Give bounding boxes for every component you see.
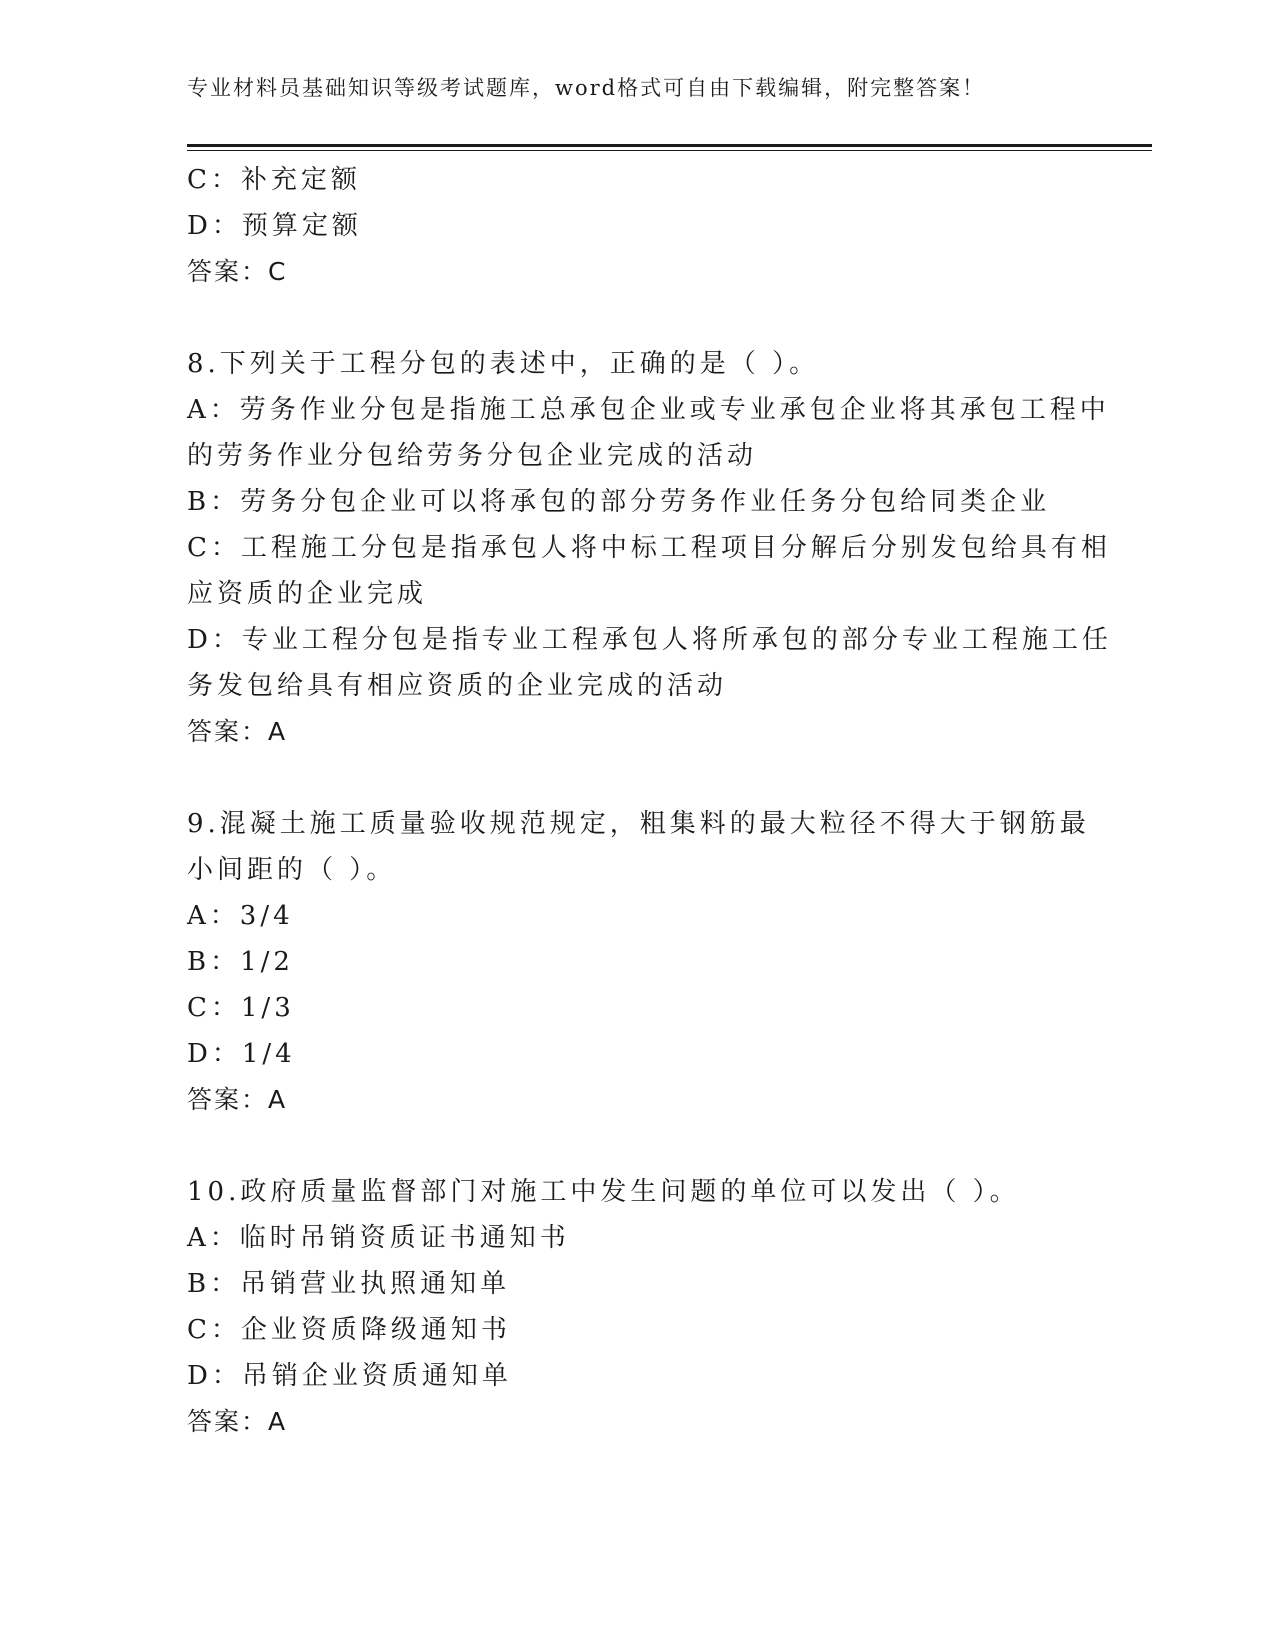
question-9 (187, 801, 1090, 1123)
header-rule-thick (187, 144, 1152, 147)
option-line: D：吊销企业资质通知单 (187, 1361, 512, 1391)
answer-line: 答案：A (187, 717, 288, 746)
option-line: C：1/3 (187, 993, 295, 1023)
question-content (187, 157, 1112, 1445)
option-line: B：1/2 (187, 947, 294, 977)
option-line: 应资质的企业完成 (187, 579, 428, 609)
question-stem: 8.下列关于工程分包的表述中，正确的是（ ）。 (187, 349, 820, 379)
option-line: B：吊销营业执照通知单 (187, 1269, 511, 1299)
answer-line: 答案：A (187, 1407, 288, 1436)
question-8 (187, 341, 1112, 755)
option-line: 务发包给具有相应资质的企业完成的活动 (187, 671, 728, 701)
prev-question (187, 157, 1087, 295)
question-stem: 9.混凝土施工质量验收规范规定，粗集料的最大粒径不得大于钢筋最 (187, 809, 1090, 839)
spacer (187, 755, 1087, 801)
option-line: A：3/4 (187, 901, 294, 931)
option-line: D：专业工程分包是指专业工程承包人将所承包的部分专业工程施工任 (187, 625, 1112, 655)
spacer (187, 295, 1087, 341)
option-line: D：预算定额 (187, 211, 362, 241)
option-line: B：劳务分包企业可以将承包的部分劳务作业任务分包给同类企业 (187, 487, 1051, 517)
spacer (187, 1123, 1087, 1169)
question-stem: 小间距的（ ）。 (187, 855, 397, 885)
option-line: C：企业资质降级通知书 (187, 1315, 511, 1345)
option-line: A：劳务作业分包是指施工总承包企业或专业承包企业将其承包工程中 (187, 395, 1110, 425)
question-stem: 10.政府质量监督部门对施工中发生问题的单位可以发出（ ）。 (187, 1177, 1020, 1207)
answer-line: 答案：A (187, 1085, 288, 1114)
option-line: 的劳务作业分包给劳务分包企业完成的活动 (187, 441, 758, 471)
page-header: 专业材料员基础知识等级考试题库，word格式可自由下载编辑，附完整答案！ (187, 76, 986, 100)
option-line: C：补充定额 (187, 165, 361, 195)
option-line: C：工程施工分包是指承包人将中标工程项目分解后分别发包给具有相 (187, 533, 1111, 563)
option-line: D：1/4 (187, 1039, 296, 1069)
question-10 (187, 1169, 1087, 1445)
option-line: A：临时吊销资质证书通知书 (187, 1223, 570, 1253)
header-rule-thin (187, 150, 1152, 151)
answer-line: 答案：C (187, 257, 288, 286)
